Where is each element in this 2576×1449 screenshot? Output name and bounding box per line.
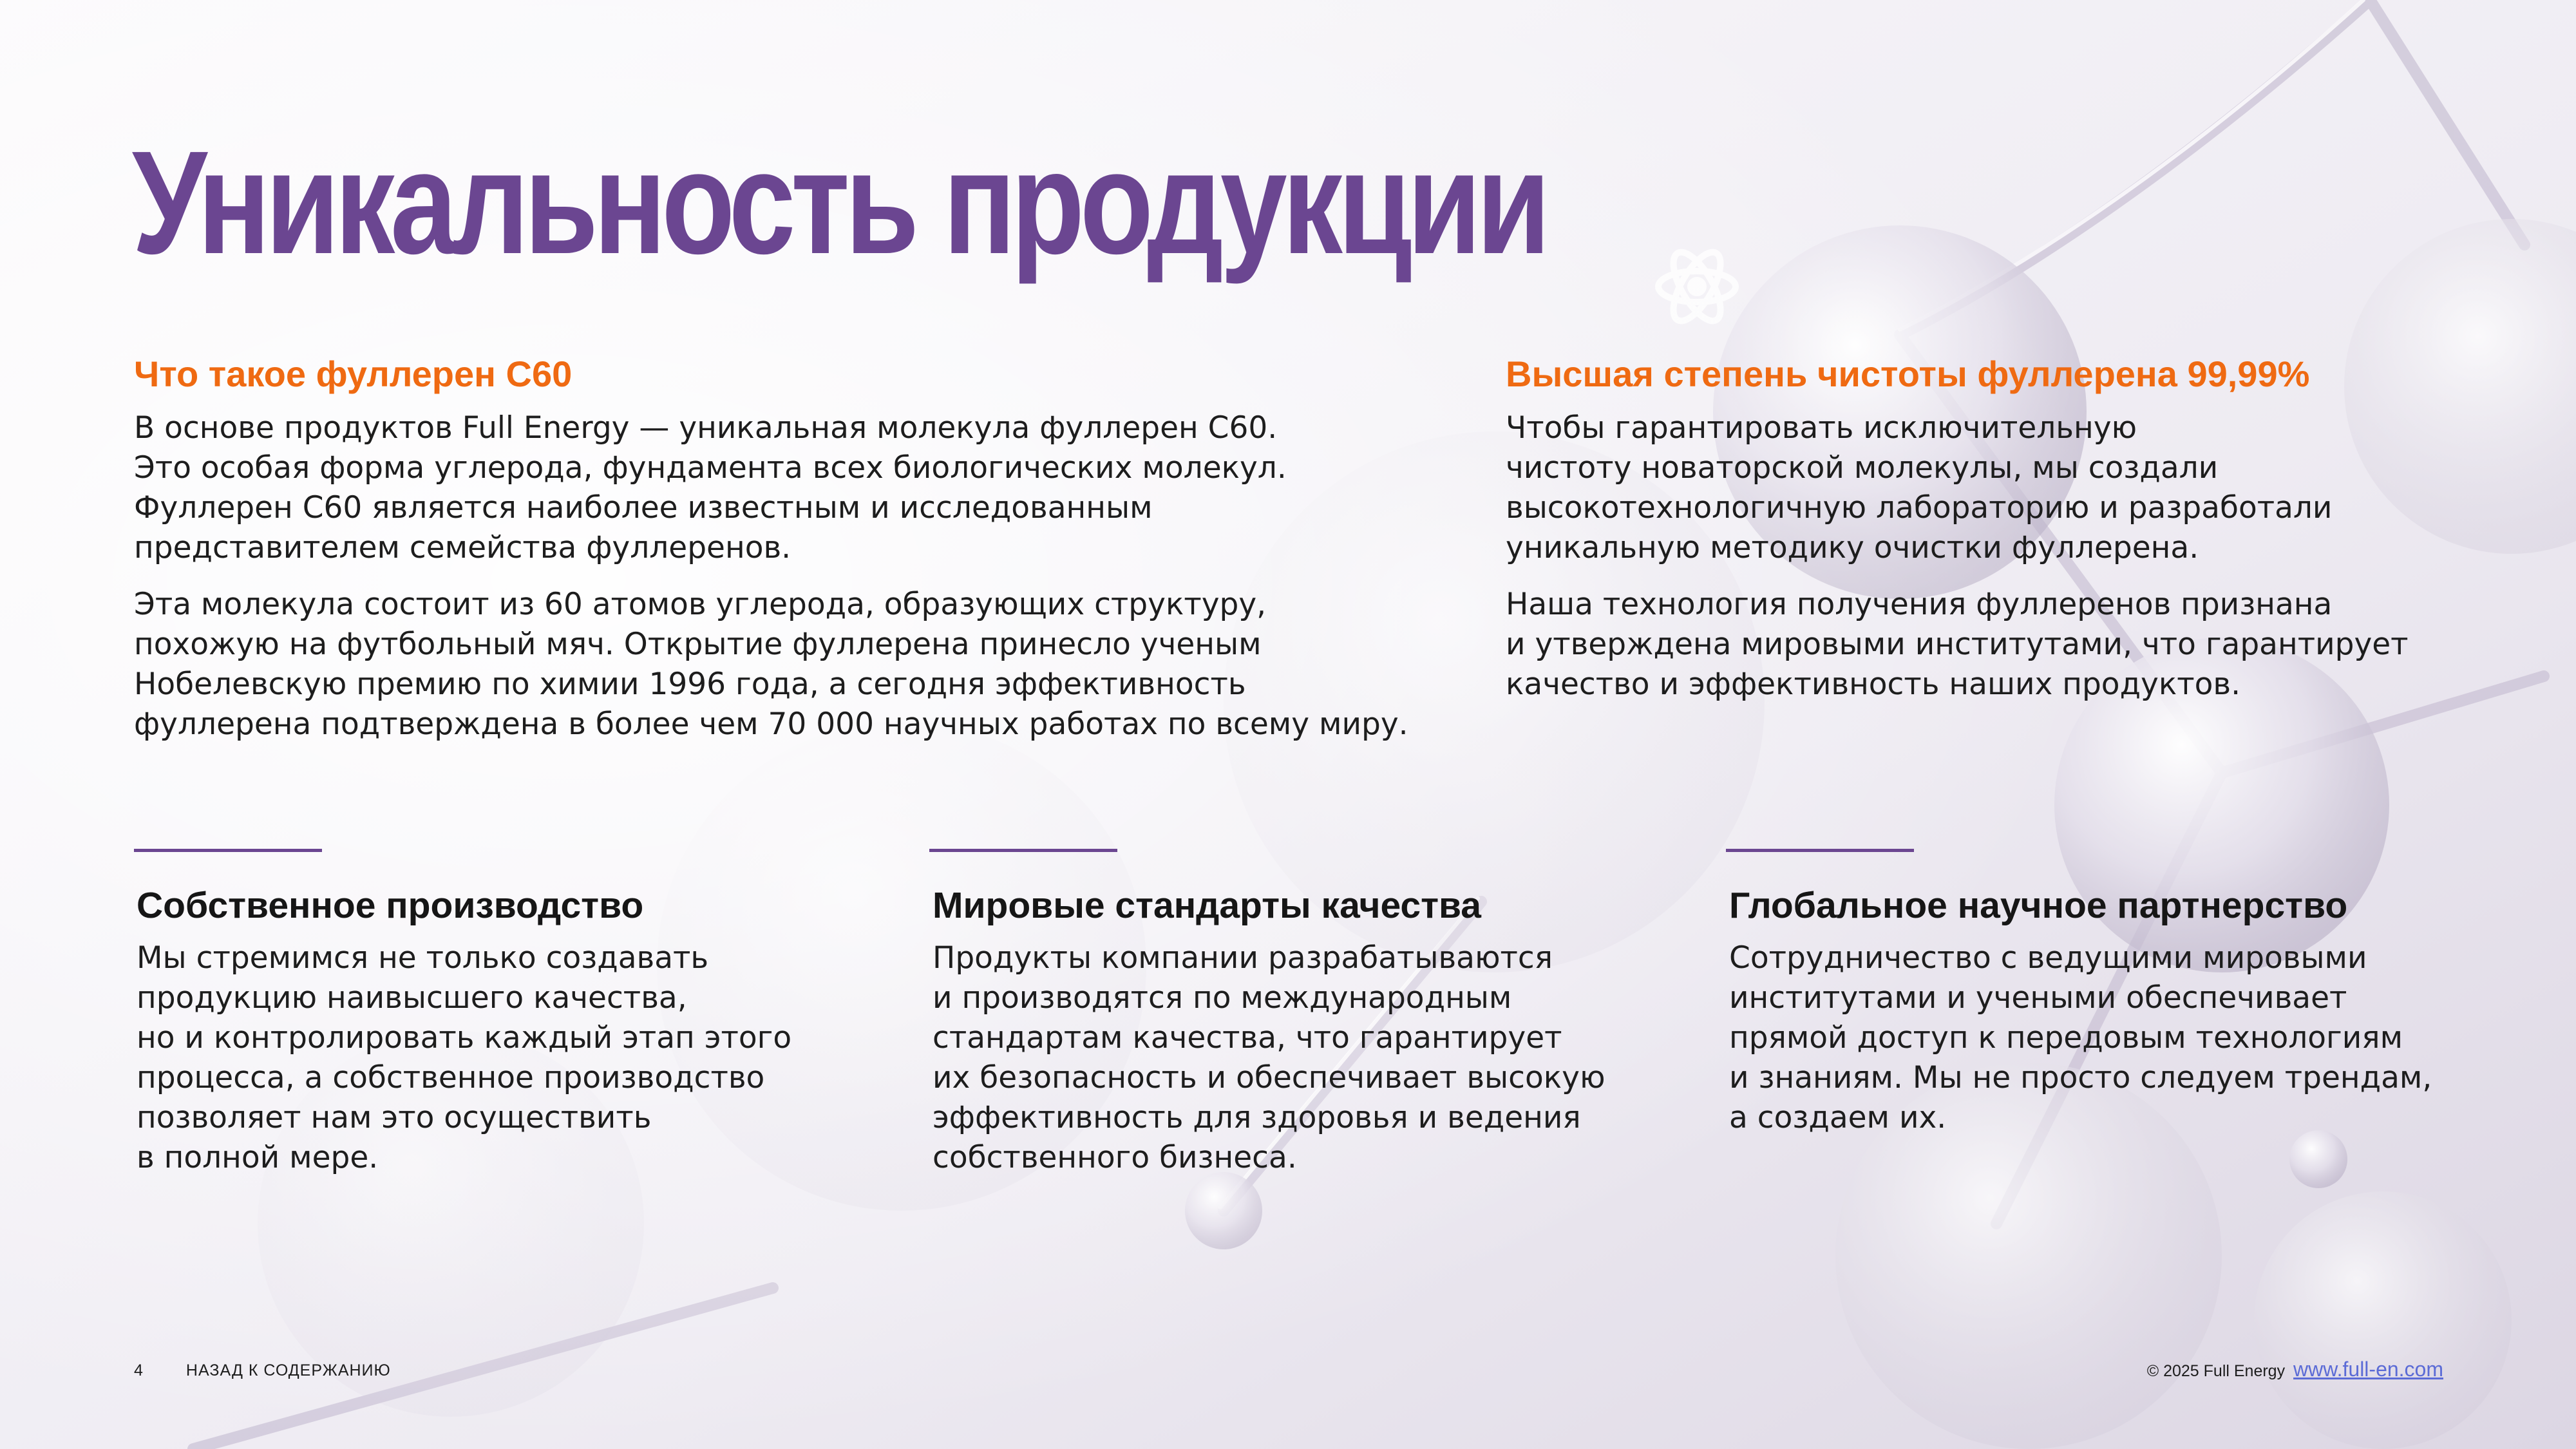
fullerene-heading: Что такое фуллерен С60 (134, 354, 573, 394)
copyright: © 2025 Full Energy (2146, 1362, 2286, 1380)
feature-text: Сотрудничество с ведущими мировыми институтами и учеными обеспечивает прямой доступ к передовым технологиям и знаниям. Мы не просто следуем трендам, а создаем их. (1729, 940, 2432, 1135)
website-link[interactable]: www.full-en.com (2293, 1358, 2443, 1381)
footer-left (134, 1361, 391, 1380)
feature-title: Мировые стандарты качества (933, 885, 1481, 926)
page-title: Уникальность продукции (132, 121, 1546, 285)
purity-paragraph-2: Наша технология получения фуллеренов признана и утверждена мировыми институтами, что гарантирует качество и эффективность наших продуктов. (1506, 587, 2409, 702)
feature-text: Продукты компании разрабатываются и производятся по международным стандартам качества, что гарантирует их безопасность и обеспечивает высокую эффективность для здоровья и ведения собственного бизнеса. (933, 940, 1605, 1175)
purity-paragraph-1: Чтобы гарантировать исключительную чистоту новаторской молекулы, мы создали высокотехнологичную лабораторию и разработали уникальную методику очистки фуллерена. (1506, 410, 2333, 565)
page-number: 4 (134, 1361, 144, 1379)
fullerene-paragraph-1: В основе продуктов Full Energy — уникальная молекула фуллерен С60. Это особая форма углерода, фундамента всех биологических молекул. Фуллерен С60 является наиболее известным и исследованным представителем семейства фуллеренов. (134, 410, 1287, 565)
feature-title: Глобальное научное партнерство (1729, 885, 2348, 926)
feature-own-production (137, 884, 896, 1178)
feature-quality-standards (933, 884, 1705, 1178)
back-to-contents-link[interactable]: НАЗАД К СОДЕРЖАНИЮ (185, 1361, 391, 1379)
purity-section (1506, 353, 2472, 705)
feature-text: Мы стремимся не только создавать продукцию наивысшего качества, но и контролировать каждый этап этого процесса, а собственное производство позволяет нам это осуществить в полной мере. (137, 940, 792, 1175)
footer-right (2147, 1358, 2443, 1381)
feature-science-partnership (1729, 884, 2534, 1138)
feature-title: Собственное производство (137, 885, 644, 926)
purity-heading: Высшая степень чистоты фуллерена 99,99% (1506, 354, 2310, 394)
fullerene-paragraph-2: Эта молекула состоит из 60 атомов углерода, образующих структуру, похожую на футбольный мяч. Открытие фуллерена принесло ученым Нобелевскую премию по химии 1996 года, а сегодня эффективность фуллерена подтверждена в более чем 70 000 научных работах по всему миру. (134, 587, 1408, 742)
feature-divider (929, 849, 1117, 852)
feature-divider (1726, 849, 1914, 852)
fullerene-section (134, 353, 1486, 744)
feature-divider (134, 849, 322, 852)
